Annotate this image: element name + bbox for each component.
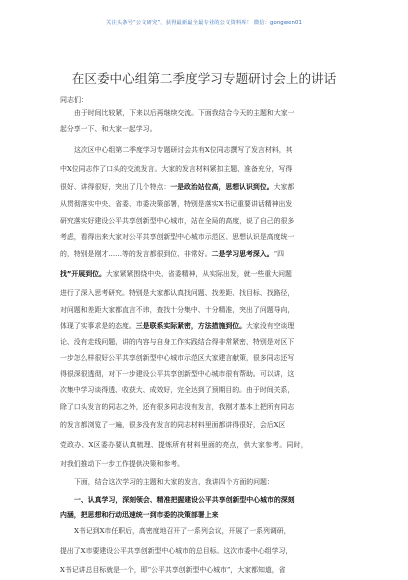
- promo-banner[interactable]: 关注头条号“公文研究”，获得最新最全最专业的公文资料库！ 微信：gongwen01: [106, 20, 302, 26]
- line-text: 大家紧紧围绕中央、省委精神，从实际出发，就一些重大问题: [105, 270, 292, 278]
- highlight-point-2: 二是学习思考深入。: [211, 250, 274, 258]
- document-title: 在区委中心组第二季度学习专题研讨会上的讲话: [71, 71, 337, 86]
- body-line: X书记到X市任职后，高密度地召开了一系列会议，开展了一系列调研，: [74, 527, 291, 535]
- line-text: “四: [273, 250, 285, 258]
- greeting: 同志们：: [60, 96, 88, 104]
- highlight-point-1: 一是政治站位高，思想认识到位。: [170, 183, 274, 191]
- body-line: 除了口头发言的同志之外，还有很多同志没有发言，我刚才基本上把所有同志: [60, 403, 295, 411]
- body-line: 研究落实好建设公平共享创新型中心城市，站在全局的高度，说了自己的很多: [60, 217, 295, 225]
- body-line: 提出了X市要建设公平共享创新型中心城市的总目标。这次市委中心组学习，: [60, 547, 293, 555]
- line-text: 大家没有空谈理: [246, 322, 295, 330]
- body-line: X书记讲总目标就是一个，即“公平共享创新型中心城市”，大家都知道，省: [60, 566, 286, 574]
- highlight-point-2-cont: 找”开展到位。: [60, 270, 106, 278]
- body-line: 次集中学习谈得透、收获大、成效好，完全达到了预期目的。由于时间关系，: [60, 386, 295, 394]
- body-line: 考虑，看得出来大家对公平共享创新型中心城市示范区、思想认识是高度统一: [60, 233, 295, 241]
- body-line: 从贯彻落实中央、省委、市委决策部署，特别是落实X书记重要讲话精神出发: [60, 200, 293, 208]
- body-line: 由于时间比较紧，下来以后再继续交流。下面我结合今天的主题和大家一: [74, 109, 295, 117]
- body-line: [60, 270, 348, 279]
- body-line: 一步怎么样很好公平共享创新型中心城市示范区大家建言献策，很多同志还写: [60, 354, 295, 362]
- body-line: [60, 250, 348, 259]
- body-line: 起分享一下、和大家一起学习。: [60, 125, 157, 133]
- body-line: 论、没有走线问题，讲的内容与自身工作实践结合得非常紧密，特别是对区下: [60, 338, 295, 346]
- line-text: 很好、讲得很好，突出了几个特点：: [60, 183, 171, 191]
- line-text: 的，特别是刚才……等的发言都很到位、非常好。: [60, 250, 212, 258]
- body-line: 这次区中心组第二季度学习专题研讨会共有X位同志撰写了发言材料，其: [74, 146, 293, 154]
- line-text: 体现了实事求是的态度。: [60, 322, 136, 330]
- body-line: 党政办、X区委办要认真梳理、提炼所有材料里面的亮点，供大家参考。同时，: [60, 441, 308, 449]
- body-line: 对我们推动下一步工作提供决策和参考。: [60, 460, 185, 468]
- section-heading: 内涵，把思想和行动迅速统一到市委的决策部署上来: [60, 511, 219, 519]
- body-line: [60, 322, 348, 331]
- body-line: 的发言都浏览了一遍，很多没有发言的同志材料里面都讲得很好，会后X区: [60, 421, 286, 429]
- body-line: 对问题和差距大家都直言不讳，查找十分集中、十分精准，突出了问题导向，: [60, 306, 295, 314]
- highlight-point-3: 三是联系实际紧密，方法措施到位。: [135, 322, 247, 330]
- section-heading: 一、认真学习，深刻领会、精准把握建设公平共享创新型中心城市的深刻: [74, 496, 295, 504]
- body-line: 得很深很透彻，对下一步建设公平共享创新型中心城市很有帮助。可以讲，这: [60, 370, 295, 378]
- body-line: 下面，结合这次学习的主题和大家的发言，我讲四个方面的问题：: [74, 478, 274, 486]
- line-text: 大家都: [273, 183, 295, 191]
- body-line: 进行了深入思考研究。特别是大家都认真找问题、找差距、找目标、找路径，: [60, 289, 295, 297]
- body-line: [60, 183, 348, 192]
- body-line: 中X位同志作了口头的交流发言。大家的发言材料紧扣主题、准备充分，写得: [60, 165, 293, 173]
